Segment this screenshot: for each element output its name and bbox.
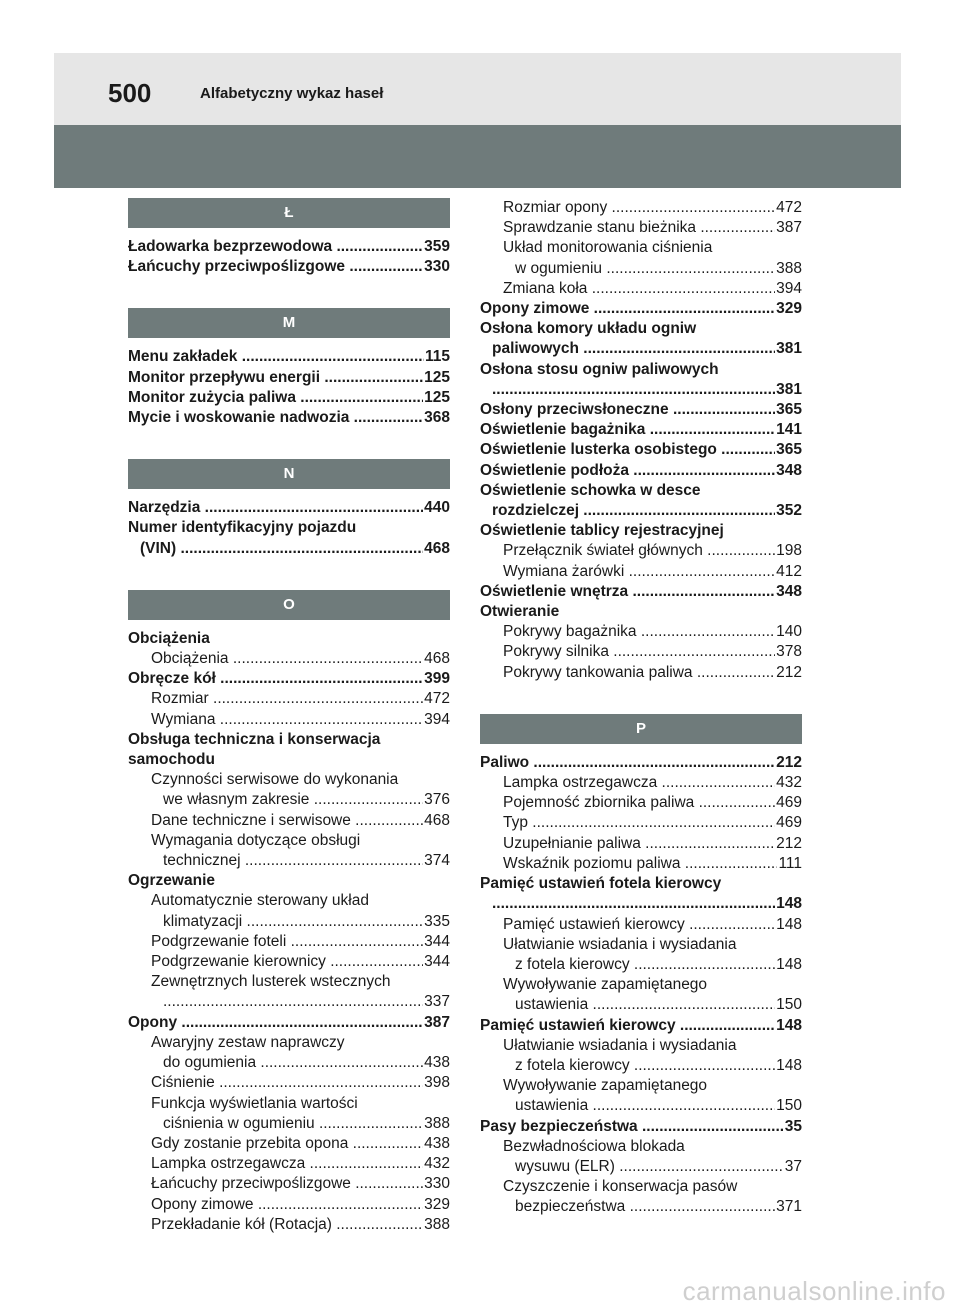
running-title: Alfabetyczny wykaz haseł: [200, 85, 384, 102]
section-header-l: Ł: [128, 198, 450, 228]
index-subentry: Wymiana ..... 394: [128, 710, 450, 730]
index-entry: paliwowych ..... 381: [480, 339, 802, 359]
index-subentry: Podgrzewanie kierownicy ..... 344: [128, 952, 450, 972]
index-entry: Obręcze kół ..... 399: [128, 669, 450, 689]
index-subentry: we własnym zakresie ..... 376: [128, 790, 450, 810]
index-subentry: Typ ..... 469: [480, 813, 802, 833]
index-subentry: Pokrywy tankowania paliwa ..... 212: [480, 663, 802, 683]
index-subentry: Pokrywy bagażnika ..... 140: [480, 622, 802, 642]
index-subentry: Dane techniczne i serwisowe ..... 468: [128, 811, 450, 831]
index-column-right: [480, 198, 802, 1218]
index-entry: Pasy bezpieczeństwa ..... 35: [480, 1117, 802, 1137]
index-subentry: bezpieczeństwa ..... 371: [480, 1197, 802, 1217]
index-subentry: w ogumieniu ..... 388: [480, 259, 802, 279]
index-subentry: ciśnienia w ogumieniu ..... 388: [128, 1114, 450, 1134]
index-heading: Numer identyfikacyjny pojazdu: [128, 519, 357, 537]
index-heading: Obciążenia: [128, 629, 210, 647]
index-subentry: Łańcuchy przeciwpoślizgowe ..... 330: [128, 1174, 450, 1194]
index-entry: Pamięć ustawień kierowcy ..... 148: [480, 1016, 802, 1036]
index-entry: Narzędzia ..... 440: [128, 498, 450, 518]
index-subentry: Rozmiar opony ..... 472: [480, 198, 802, 218]
index-entry: Oświetlenie bagażnika ..... 141: [480, 420, 802, 440]
index-subentry: Uzupełnianie paliwa ..... 212: [480, 834, 802, 854]
index-subentry: Pojemność zbiornika paliwa ..... 469: [480, 793, 802, 813]
index-entry: Paliwo ..... 212: [480, 753, 802, 773]
index-entry: Monitor przepływu energii ..... 125: [128, 368, 450, 388]
index-subentry: ustawienia ..... 150: [480, 995, 802, 1015]
index-subentry-heading: Wymagania dotyczące obsługi: [151, 831, 361, 849]
index-entry: Opony ..... 387: [128, 1013, 450, 1033]
index-subentry: Zmiana koła ..... 394: [480, 279, 802, 299]
index-entry: Oświetlenie wnętrza ..... 348: [480, 582, 802, 602]
index-subentry: z fotela kierowcy ..... 148: [480, 955, 802, 975]
index-subentry: Przekładanie kół (Rotacja) ..... 388: [128, 1215, 450, 1235]
index-heading: samochodu: [128, 751, 215, 769]
index-subentry: z fotela kierowcy ..... 148: [480, 1056, 802, 1076]
index-heading: Osłona stosu ogniw paliwowych: [480, 360, 719, 378]
index-column-left: [128, 198, 450, 1235]
index-subentry: Ciśnienie ..... 398: [128, 1073, 450, 1093]
index-entry: (VIN) ..... 468: [128, 539, 450, 559]
index-heading: Osłona komory układu ogniw: [480, 320, 697, 338]
index-subentry: klimatyzacji ..... 335: [128, 912, 450, 932]
index-subentry-heading: Układ monitorowania ciśnienia: [503, 239, 713, 257]
index-subentry-heading: Ułatwianie wsiadania i wysiadania: [503, 935, 737, 953]
index-subentry: Wymiana żarówki ..... 412: [480, 562, 802, 582]
index-entry: Oświetlenie lusterka osobistego ..... 365: [480, 440, 802, 460]
index-subentry: Gdy zostanie przebita opona ..... 438: [128, 1134, 450, 1154]
header-bar: [54, 53, 901, 125]
index-subentry-heading: Zewnętrznych lusterek wstecznych: [151, 973, 391, 991]
index-subentry: Pokrywy silnika ..... 378: [480, 642, 802, 662]
index-subentry: wysuwu (ELR) ..... 37: [480, 1157, 802, 1177]
index-subentry-heading: Czynności serwisowe do wykonania: [151, 771, 399, 789]
index-subentry: Pamięć ustawień kierowcy ..... 148: [480, 915, 802, 935]
index-entry: Menu zakładek ..... 115: [128, 347, 450, 367]
section-header-m: M: [128, 308, 450, 338]
watermark: carmanualsonline.info: [682, 1276, 946, 1306]
index-subentry: ..... 337: [128, 992, 450, 1012]
index-heading: Oświetlenie schowka w desce: [480, 481, 701, 499]
index-subentry-heading: Automatycznie sterowany układ: [151, 892, 369, 910]
index-subentry-heading: Ułatwianie wsiadania i wysiadania: [503, 1036, 737, 1054]
index-entry: Osłony przeciwsłoneczne ..... 365: [480, 400, 802, 420]
section-header-o: O: [128, 590, 450, 620]
index-entry: Opony zimowe ..... 329: [480, 299, 802, 319]
index-heading: Ogrzewanie: [128, 872, 215, 890]
header-banner: [54, 125, 901, 188]
index-subentry-heading: Funkcja wyświetlania wartości: [151, 1094, 358, 1112]
index-entry: Mycie i woskowanie nadwozia ..... 368: [128, 408, 450, 428]
section-header-p: P: [480, 714, 802, 744]
index-subentry: Lampka ostrzegawcza ..... 432: [480, 773, 802, 793]
index-heading: Otwieranie: [480, 603, 560, 621]
index-subentry: Sprawdzanie stanu bieżnika ..... 387: [480, 218, 802, 238]
index-entry: Łańcuchy przeciwpoślizgowe ..... 330: [128, 257, 450, 277]
index-heading: Oświetlenie tablicy rejestracyjnej: [480, 522, 724, 540]
index-subentry: Wskaźnik poziomu paliwa ..... 111: [480, 854, 802, 874]
index-subentry: Obciążenia ..... 468: [128, 649, 450, 669]
index-entry: ..... 148: [480, 894, 802, 914]
index-subentry-heading: Wywoływanie zapamiętanego: [503, 976, 708, 994]
index-entry: Monitor zużycia paliwa ..... 125: [128, 388, 450, 408]
index-subentry: Opony zimowe ..... 329: [128, 1195, 450, 1215]
index-subentry: do ogumienia ..... 438: [128, 1053, 450, 1073]
index-entry: ..... 381: [480, 380, 802, 400]
index-subentry-heading: Awaryjny zestaw naprawczy: [151, 1033, 345, 1051]
index-heading: Pamięć ustawień fotela kierowcy: [480, 875, 722, 893]
index-subentry-heading: Czyszczenie i konserwacja pasów: [503, 1178, 738, 1196]
index-subentry-heading: Bezwładnościowa blokada: [503, 1137, 685, 1155]
index-subentry: technicznej ..... 374: [128, 851, 450, 871]
index-subentry: Przełącznik świateł głównych ..... 198: [480, 541, 802, 561]
index-subentry: Podgrzewanie foteli ..... 344: [128, 932, 450, 952]
index-subentry-heading: Wywoływanie zapamiętanego: [503, 1077, 708, 1095]
index-subentry: Rozmiar ..... 472: [128, 689, 450, 709]
index-subentry: ustawienia ..... 150: [480, 1096, 802, 1116]
index-heading: Obsługa techniczna i konserwacja: [128, 730, 381, 748]
section-header-n: N: [128, 459, 450, 489]
index-entry: rozdzielczej ..... 352: [480, 501, 802, 521]
page-number: 500: [108, 78, 152, 108]
index-entry: Oświetlenie podłoża ..... 348: [480, 461, 802, 481]
index-subentry: Lampka ostrzegawcza ..... 432: [128, 1154, 450, 1174]
index-entry: Ładowarka bezprzewodowa ..... 359: [128, 237, 450, 257]
